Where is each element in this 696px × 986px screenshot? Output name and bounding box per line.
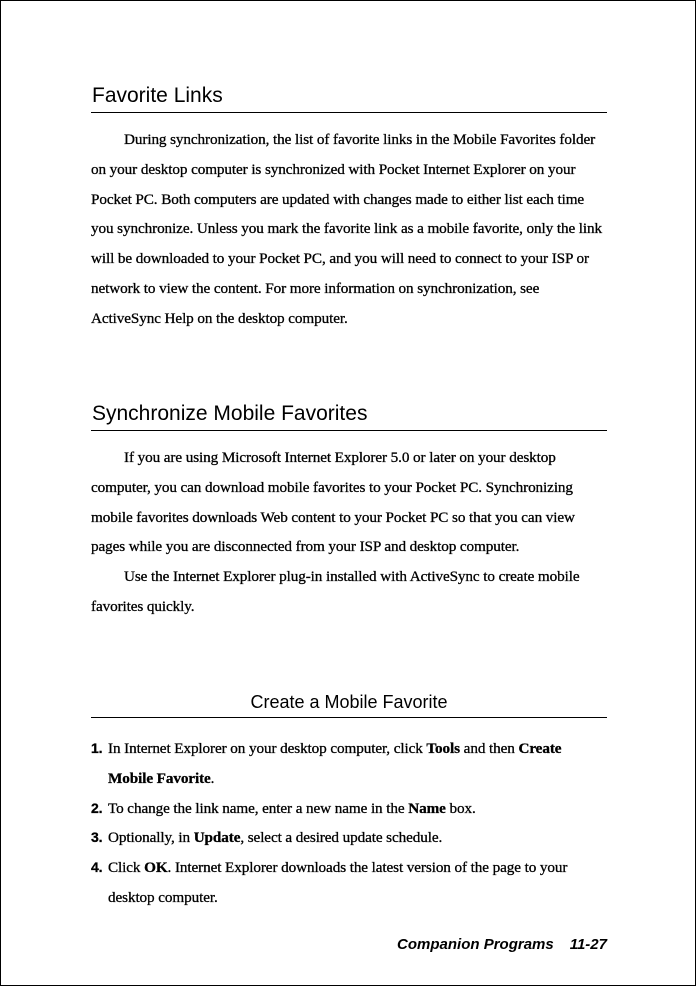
step-item <box>91 853 607 913</box>
footer-page-number: 11-27 <box>569 936 607 953</box>
step-number: 1. <box>91 740 103 756</box>
sync-paragraph-1: If you are using Microsoft Internet Explorer 5.0 or later on your desktop computer, you can download mobile favorites to your Pocket PC. Synchronizing mobile favorites downloads Web content to your Pocket PC so that you can view pages while you are disconnected from your ISP and desktop computer. <box>91 449 575 556</box>
step-number: 4. <box>91 859 103 876</box>
sync-mobile-favorites-heading: Synchronize Mobile Favorites <box>91 401 607 431</box>
step-text: Click <box>108 859 145 877</box>
step-number: 2. <box>91 799 103 816</box>
create-favorite-heading: Create a Mobile Favorite <box>91 691 607 718</box>
step-text: box. <box>445 799 476 817</box>
step-bold-term: Tools <box>426 740 460 757</box>
sync-mobile-favorites-section <box>91 401 607 622</box>
favorite-links-paragraph: During synchronization, the list of favorite links in the Mobile Favorites folder on your desktop computer is synchronized with Pocket Internet Explorer on your Pocket PC. Both computers are updated with changes made to either list each time you synchronize. Unless you mark the favorite link as a mobile favorite, only the link will be downloaded to your Pocket PC, and you will need to connect to your ISP or network to view the content. For more information on synchronization, see ActiveSync Help on the desktop computer. <box>91 131 603 327</box>
step-text: To change the link name, enter a new name in the <box>108 799 409 817</box>
page-footer <box>397 936 607 953</box>
step-text: and then <box>459 740 519 757</box>
step-bold-term: OK <box>144 859 168 877</box>
step-text: . Internet Explorer downloads the latest version of the page to your desktop computer. <box>108 859 568 906</box>
step-text: Optionally, in <box>108 829 194 847</box>
footer-chapter-title: Companion Programs <box>397 936 554 953</box>
step-bold-term: Update <box>193 829 241 847</box>
step-text: , select a desired update schedule. <box>240 829 443 847</box>
step-item <box>91 734 607 794</box>
step-text: In Internet Explorer on your desktop computer, click <box>108 740 427 757</box>
favorite-links-section <box>91 83 607 334</box>
step-text: . <box>210 769 215 787</box>
step-bold-term: Create Mobile Favorite <box>108 740 562 787</box>
steps-list <box>91 734 607 913</box>
step-item <box>91 794 607 824</box>
sync-paragraph-2: Use the Internet Explorer plug-in installed with ActiveSync to create mobile favorites quickly. <box>91 568 580 615</box>
step-item <box>91 823 607 853</box>
step-bold-term: Name <box>408 799 446 817</box>
favorite-links-heading: Favorite Links <box>91 83 607 113</box>
step-number: 3. <box>91 829 103 846</box>
create-favorite-section <box>91 691 607 913</box>
